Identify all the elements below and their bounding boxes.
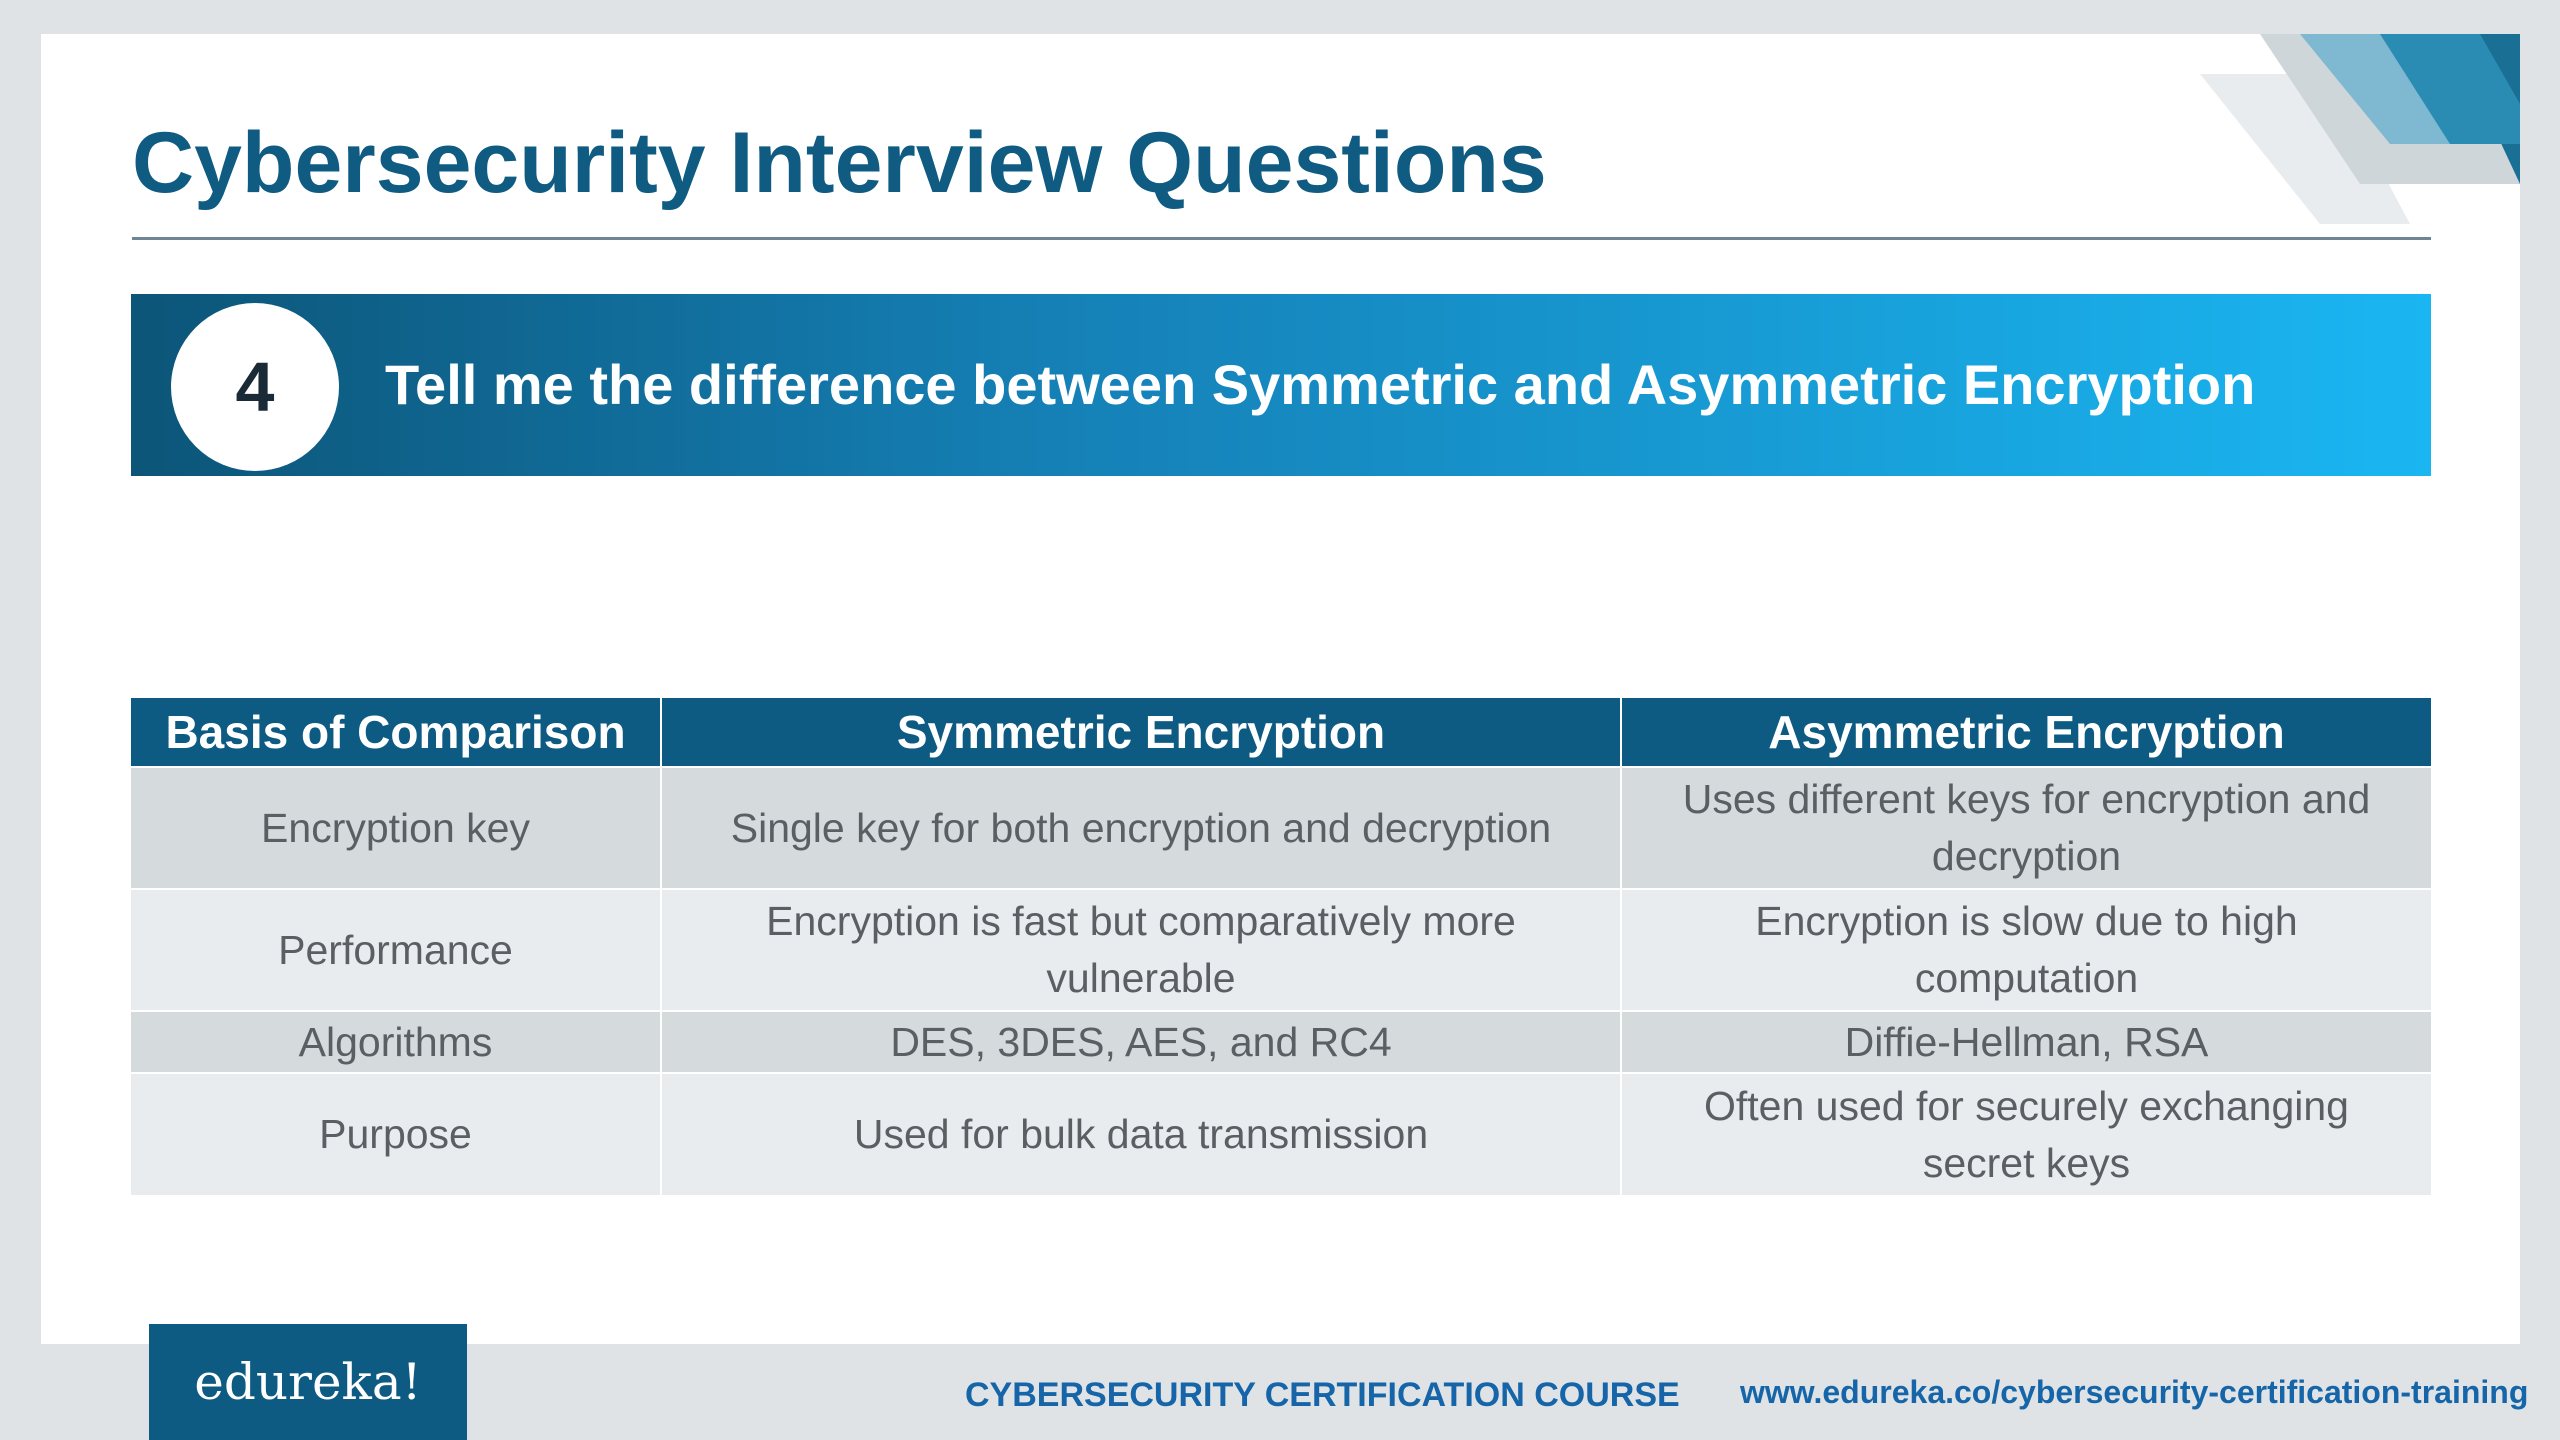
table-cell: Encryption is fast but comparatively more vulnerable [661, 889, 1621, 1011]
table-cell: Encryption key [131, 767, 661, 889]
header-symmetric: Symmetric Encryption [661, 698, 1621, 767]
table-cell: Performance [131, 889, 661, 1011]
edureka-logo: edureka! [149, 1324, 467, 1440]
header-asymmetric: Asymmetric Encryption [1621, 698, 2431, 767]
course-name: CYBERSECURITY CERTIFICATION COURSE [965, 1376, 1680, 1414]
table-cell: DES, 3DES, AES, and RC4 [661, 1011, 1621, 1073]
corner-decoration [2200, 34, 2520, 224]
table-header-row [131, 698, 2431, 767]
table-row [131, 1011, 2431, 1073]
table-cell: Used for bulk data transmission [661, 1073, 1621, 1195]
table-cell: Algorithms [131, 1011, 661, 1073]
table-row [131, 767, 2431, 889]
table-cell: Uses different keys for encryption and decryption [1621, 767, 2431, 889]
table-cell: Diffie-Hellman, RSA [1621, 1011, 2431, 1073]
comparison-table [131, 698, 2431, 1195]
table-cell: Often used for securely exchanging secret keys [1621, 1073, 2431, 1195]
course-url-link[interactable]: www.edureka.co/cybersecurity-certification-training [1740, 1374, 2529, 1410]
question-banner [131, 294, 2431, 476]
slide [41, 34, 2520, 1344]
table-cell: Encryption is slow due to high computation [1621, 889, 2431, 1011]
question-number-badge: 4 [171, 303, 339, 471]
title-divider [132, 237, 2431, 240]
table-cell: Purpose [131, 1073, 661, 1195]
table-row [131, 889, 2431, 1011]
page-title: Cybersecurity Interview Questions [132, 115, 1547, 211]
header-basis: Basis of Comparison [131, 698, 661, 767]
table-cell: Single key for both encryption and decryption [661, 767, 1621, 889]
question-text: Tell me the difference between Symmetric and Asymmetric Encryption [385, 353, 2256, 416]
table-row [131, 1073, 2431, 1195]
